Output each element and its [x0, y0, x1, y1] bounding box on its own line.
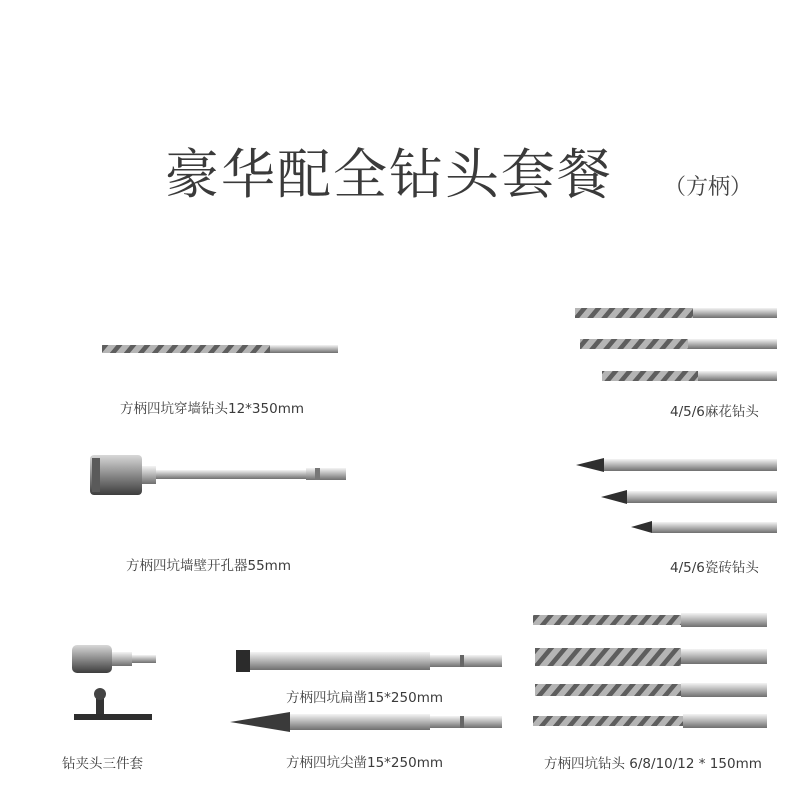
chuck-key-image [74, 688, 152, 720]
page-title: 豪华配全钻头套餐 [165, 143, 613, 206]
chuck-set-label: 钻夹头三件套 [62, 756, 143, 772]
twist-drill-bits-label: 4/5/6麻花钻头 [670, 404, 759, 420]
flat-chisel-image [236, 650, 502, 672]
hole-saw-image [90, 455, 346, 495]
tile-drill-bits-label: 4/5/6瓷砖钻头 [670, 560, 759, 576]
drill-chuck-image [72, 645, 156, 673]
twist-drill-bits-image [575, 308, 777, 381]
sds-drill-bits-label: 方柄四坑钻头 6/8/10/12 * 150mm [544, 756, 762, 772]
hole-saw-label: 方柄四坑墙壁开孔器55mm [126, 558, 291, 574]
wall-drill-bit-image [102, 345, 338, 353]
tile-drill-bits-image [576, 458, 777, 533]
point-chisel-image [230, 712, 502, 732]
flat-chisel-label: 方柄四坑扁凿15*250mm [286, 690, 443, 706]
wall-drill-bit-label: 方柄四坑穿墙钻头12*350mm [120, 401, 304, 417]
sds-drill-bits-image [533, 613, 767, 728]
page-subtitle: （方柄） [664, 175, 753, 200]
point-chisel-label: 方柄四坑尖凿15*250mm [286, 755, 443, 771]
